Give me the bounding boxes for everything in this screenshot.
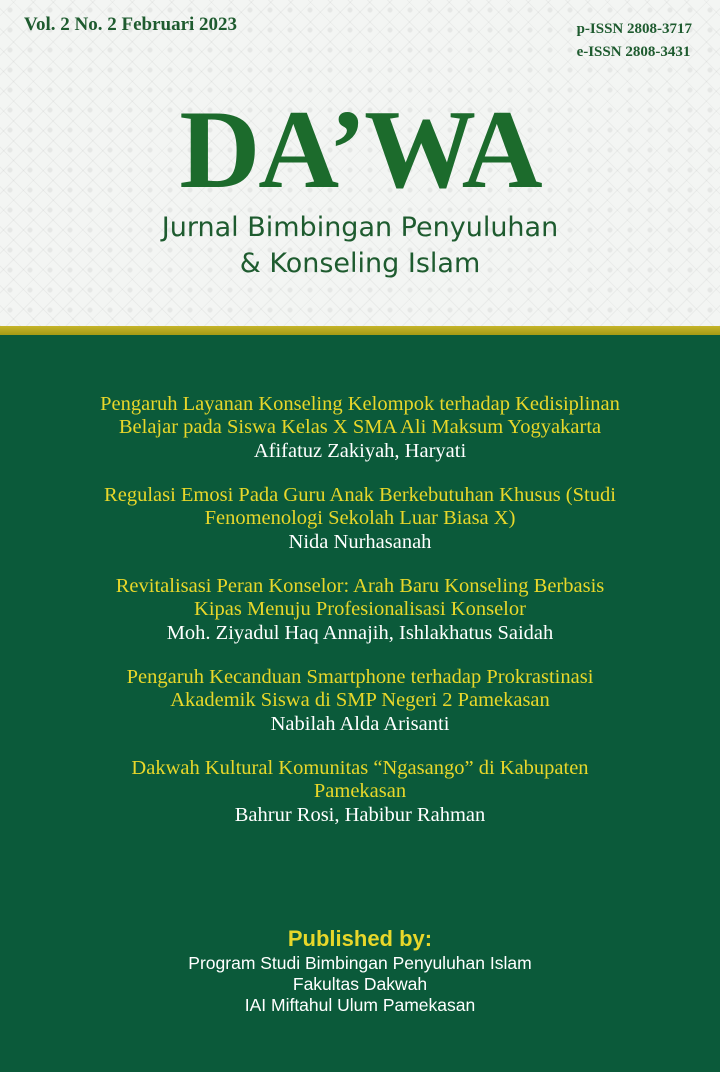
e-issn: e-ISSN 2808-3431 xyxy=(576,44,691,60)
article-authors: Moh. Ziyadul Haq Annajih, Ishlakhatus Saidah xyxy=(166,622,554,644)
p-issn: p-ISSN 2808-3717 xyxy=(576,21,692,37)
article-title-line: Pengaruh Kecanduan Smartphone terhadap Prokrastinasi xyxy=(126,666,594,688)
article-title-line: Pengaruh Layanan Konseling Kelompok terhadap Kedisiplinan xyxy=(100,393,620,415)
article-title-line: Akademik Siswa di SMP Negeri 2 Pamekasan xyxy=(170,689,550,711)
article-title-line: Dakwah Kultural Komunitas “Ngasango” di Kabupaten xyxy=(131,757,589,779)
journal-logo: DA’WA xyxy=(179,88,541,212)
article-title-line: Revitalisasi Peran Konselor: Arah Baru Konseling Berbasis xyxy=(115,575,605,597)
publisher-program: Program Studi Bimbingan Penyuluhan Islam xyxy=(188,953,532,973)
article-authors: Bahrur Rosi, Habibur Rahman xyxy=(234,804,486,826)
article-authors: Nabilah Alda Arisanti xyxy=(270,713,450,735)
article-list xyxy=(0,393,720,848)
cover-header xyxy=(0,0,720,326)
published-by-heading: Published by: xyxy=(287,926,433,951)
article-item xyxy=(0,393,720,463)
article-item xyxy=(0,666,720,736)
volume-label: Vol. 2 No. 2 Februari 2023 xyxy=(24,14,238,35)
article-title-line: Belajar pada Siswa Kelas X SMA Ali Maksum Yogyakarta xyxy=(118,416,602,438)
journal-subtitle xyxy=(0,210,720,282)
subtitle-line-1: Jurnal Bimbingan Penyuluhan xyxy=(161,212,559,243)
publisher-institution: IAI Miftahul Ulum Pamekasan xyxy=(244,995,476,1015)
article-title-line: Regulasi Emosi Pada Guru Anak Berkebutuhan Khusus (Studi xyxy=(104,484,616,506)
gold-divider xyxy=(0,326,720,335)
publisher-block xyxy=(0,925,720,1016)
article-title-line: Fenomenologi Sekolah Luar Biasa X) xyxy=(204,507,516,529)
issn-block xyxy=(577,18,692,64)
article-title-line: Kipas Menuju Profesionalisasi Konselor xyxy=(194,598,526,620)
article-item xyxy=(0,484,720,554)
article-item xyxy=(0,757,720,827)
article-authors: Nida Nurhasanah xyxy=(288,531,432,553)
article-item xyxy=(0,575,720,645)
subtitle-line-2: & Konseling Islam xyxy=(239,248,481,279)
article-title-line: Pamekasan xyxy=(313,780,407,802)
publisher-faculty: Fakultas Dakwah xyxy=(292,974,428,994)
article-authors: Afifatuz Zakiyah, Haryati xyxy=(253,440,467,462)
